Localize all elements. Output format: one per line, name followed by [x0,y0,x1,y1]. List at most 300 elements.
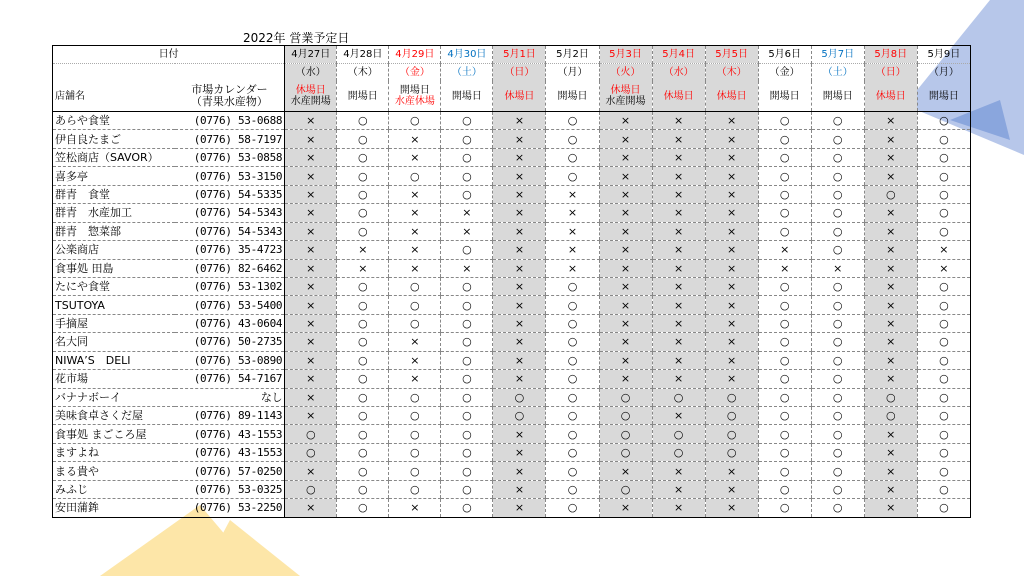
open-mark: × [864,499,917,517]
open-mark: × [546,204,599,222]
open-mark: ○ [917,351,970,369]
open-mark: × [758,259,811,277]
open-mark: ○ [652,388,705,406]
open-mark: ○ [441,148,493,166]
open-mark: ○ [758,480,811,498]
open-mark: × [652,407,705,425]
open-mark: ○ [811,277,864,295]
day-status [758,81,811,112]
open-mark: × [599,314,652,332]
store-phone: (0776) 35-4723 [175,241,285,259]
day-status [546,81,599,112]
open-mark: × [864,462,917,480]
day-date: 5月6日 [758,46,811,64]
store-phone: (0776) 53-1302 [175,277,285,295]
day-status-main: 開場日 [769,90,800,102]
open-mark: ○ [758,388,811,406]
day-status-main: 休場日 [875,90,906,102]
store-name: 安田蒲鉾 [53,499,175,517]
open-mark: ○ [441,480,493,498]
day-date: 5月1日 [493,46,546,64]
store-name: 食事処 田島 [53,259,175,277]
open-mark: ○ [758,351,811,369]
open-mark: ○ [441,333,493,351]
open-mark: ○ [758,443,811,461]
open-mark: ○ [546,462,599,480]
open-mark: × [705,296,758,314]
open-mark: × [864,148,917,166]
open-mark: × [652,277,705,295]
open-mark: × [546,185,599,203]
day-status [917,81,970,112]
open-mark: ○ [441,499,493,517]
day-of-week: （木） [705,64,758,82]
table-row [53,333,971,351]
store-name: まる貴や [53,462,175,480]
store-phone: (0776) 50-2735 [175,333,285,351]
open-mark: ○ [441,314,493,332]
open-mark: ○ [546,370,599,388]
open-mark: ○ [546,167,599,185]
table-row [53,425,971,443]
open-mark: × [652,499,705,517]
open-mark: × [864,167,917,185]
open-mark: × [285,499,337,517]
day-status-sub: 水産開場 [290,96,331,107]
open-mark: ○ [758,204,811,222]
open-mark: ○ [811,499,864,517]
open-mark: ○ [917,333,970,351]
day-status-main: 開場日 [822,90,853,102]
day-status-main: 開場日 [399,85,430,96]
day-date: 5月4日 [652,46,705,64]
day-date: 4月27日 [285,46,337,64]
open-mark: ○ [917,204,970,222]
open-mark: × [389,204,441,222]
table-row [53,499,971,517]
open-mark: ○ [441,241,493,259]
open-mark: × [285,241,337,259]
open-mark: ○ [546,333,599,351]
open-mark: × [493,499,546,517]
open-mark: ○ [917,130,970,148]
day-date: 5月3日 [599,46,652,64]
header-row-status [53,81,971,112]
open-mark: × [705,241,758,259]
open-mark: × [493,370,546,388]
store-phone: (0776) 57-0250 [175,462,285,480]
open-mark: × [493,130,546,148]
open-mark: ○ [811,388,864,406]
open-mark: × [705,370,758,388]
open-mark: × [864,130,917,148]
open-mark: ○ [337,388,389,406]
open-mark: ○ [917,462,970,480]
open-mark: × [864,351,917,369]
open-mark: ○ [917,296,970,314]
open-mark: ○ [811,462,864,480]
open-mark: × [493,148,546,166]
table-row [53,130,971,148]
date-label: 日付 [53,46,285,64]
open-mark: × [389,241,441,259]
open-mark: ○ [337,130,389,148]
store-phone: なし [175,388,285,406]
open-mark: ○ [337,296,389,314]
store-name: 群青 惣菜部 [53,222,175,240]
store-phone: (0776) 53-0688 [175,112,285,130]
open-mark: × [441,222,493,240]
open-mark: ○ [337,277,389,295]
store-name: 美味食卓さくだ屋 [53,407,175,425]
table-row [53,462,971,480]
open-mark: ○ [599,443,652,461]
open-mark: × [705,499,758,517]
open-mark: ○ [493,388,546,406]
open-mark: × [705,130,758,148]
open-mark: × [917,259,970,277]
open-mark: × [493,443,546,461]
open-mark: × [285,407,337,425]
open-mark: ○ [337,425,389,443]
open-mark: × [441,259,493,277]
open-mark: × [599,333,652,351]
open-mark: ○ [441,370,493,388]
open-mark: ○ [337,370,389,388]
open-mark: × [599,204,652,222]
open-mark: × [652,351,705,369]
open-mark: ○ [546,388,599,406]
store-name: 伊自良たまご [53,130,175,148]
open-mark: × [917,241,970,259]
day-date: 5月9日 [917,46,970,64]
open-mark: ○ [389,112,441,130]
open-mark: ○ [705,407,758,425]
open-mark: × [758,241,811,259]
open-mark: ○ [758,222,811,240]
open-mark: ○ [285,425,337,443]
open-mark: × [389,185,441,203]
open-mark: ○ [758,333,811,351]
open-mark: ○ [758,277,811,295]
open-mark: × [705,167,758,185]
table-row [53,277,971,295]
table-row [53,112,971,130]
open-mark: × [864,333,917,351]
schedule-table [52,45,971,518]
open-mark: × [864,425,917,443]
store-name: 喜多亭 [53,167,175,185]
day-status [493,81,546,112]
store-phone: (0776) 53-2250 [175,499,285,517]
calendar-label [175,81,285,112]
table-row [53,370,971,388]
store-name: 食事処 まごころ屋 [53,425,175,443]
open-mark: × [599,277,652,295]
open-mark: ○ [441,407,493,425]
open-mark: ○ [811,314,864,332]
open-mark: ○ [758,130,811,148]
open-mark: ○ [652,425,705,443]
open-mark: × [285,204,337,222]
open-mark: ○ [337,314,389,332]
header-row-dow [53,64,971,82]
store-name: たにや食堂 [53,277,175,295]
open-mark: ○ [917,148,970,166]
open-mark: ○ [285,480,337,498]
open-mark: ○ [599,480,652,498]
open-mark: ○ [337,462,389,480]
open-mark: × [389,370,441,388]
open-mark: × [599,241,652,259]
day-status-main: 休場日 [504,90,535,102]
open-mark: ○ [389,480,441,498]
store-name: 公楽商店 [53,241,175,259]
open-mark: ○ [811,112,864,130]
open-mark: ○ [441,425,493,443]
day-date: 4月29日 [389,46,441,64]
open-mark: × [546,222,599,240]
open-mark: × [864,204,917,222]
page-title: 2022年 営業予定日 [243,31,350,45]
open-mark: × [705,148,758,166]
day-of-week: （土） [441,64,493,82]
open-mark: × [285,333,337,351]
open-mark: × [493,425,546,443]
day-of-week: （月） [917,64,970,82]
open-mark: × [705,462,758,480]
open-mark: ○ [599,425,652,443]
open-mark: × [285,388,337,406]
open-mark: ○ [546,407,599,425]
open-mark: ○ [811,185,864,203]
open-mark: × [652,204,705,222]
open-mark: × [705,333,758,351]
open-mark: ○ [758,148,811,166]
open-mark: ○ [917,443,970,461]
open-mark: × [652,333,705,351]
store-name: 群青 食堂 [53,185,175,203]
day-status [811,81,864,112]
open-mark: × [599,222,652,240]
day-date: 5月8日 [864,46,917,64]
day-status [652,81,705,112]
open-mark: × [599,296,652,314]
open-mark: ○ [441,167,493,185]
open-mark: ○ [864,407,917,425]
day-of-week: （金） [758,64,811,82]
open-mark: × [705,185,758,203]
open-mark: × [864,259,917,277]
open-mark: ○ [546,443,599,461]
open-mark: × [493,204,546,222]
open-mark: × [705,480,758,498]
open-mark: × [652,462,705,480]
open-mark: ○ [441,351,493,369]
open-mark: × [652,296,705,314]
store-phone: (0776) 54-5335 [175,185,285,203]
day-status [285,81,337,112]
day-of-week: （日） [864,64,917,82]
store-phone: (0776) 54-7167 [175,370,285,388]
open-mark: × [599,167,652,185]
store-name: NIWA’S DELI [53,351,175,369]
open-mark: ○ [917,185,970,203]
open-mark: ○ [758,462,811,480]
open-mark: × [285,130,337,148]
open-mark: × [337,259,389,277]
open-mark: × [864,241,917,259]
day-of-week: （月） [546,64,599,82]
day-status [705,81,758,112]
table-row [53,204,971,222]
day-date: 5月5日 [705,46,758,64]
store-phone: (0776) 89-1143 [175,407,285,425]
open-mark: ○ [811,351,864,369]
open-mark: ○ [758,296,811,314]
open-mark: ○ [389,462,441,480]
calendar-label-main: 市場カレンダー [191,83,268,96]
open-mark: ○ [337,499,389,517]
store-phone: (0776) 54-5343 [175,222,285,240]
day-date: 5月7日 [811,46,864,64]
open-mark: ○ [389,296,441,314]
open-mark: × [652,222,705,240]
open-mark: × [285,167,337,185]
table-row [53,259,971,277]
table-row [53,148,971,166]
day-status [337,81,389,112]
store-phone: (0776) 53-5400 [175,296,285,314]
table-row [53,351,971,369]
open-mark: ○ [811,333,864,351]
open-mark: ○ [811,167,864,185]
open-mark: ○ [705,443,758,461]
open-mark: × [599,351,652,369]
calendar-label-sub: （青果水産物） [190,95,268,108]
store-name: TSUTOYA [53,296,175,314]
open-mark: × [285,277,337,295]
open-mark: × [864,296,917,314]
open-mark: × [599,462,652,480]
open-mark: ○ [493,407,546,425]
open-mark: ○ [389,443,441,461]
table-row [53,388,971,406]
open-mark: × [652,112,705,130]
day-status [441,81,493,112]
open-mark: ○ [337,407,389,425]
open-mark: ○ [917,407,970,425]
open-mark: × [389,259,441,277]
open-mark: × [652,185,705,203]
open-mark: ○ [337,167,389,185]
store-phone: (0776) 82-6462 [175,259,285,277]
open-mark: × [285,314,337,332]
open-mark: × [652,130,705,148]
open-mark: ○ [389,167,441,185]
open-mark: ○ [917,480,970,498]
store-name: 群青 水産加工 [53,204,175,222]
day-of-week: （金） [389,64,441,82]
day-date: 5月2日 [546,46,599,64]
day-status-main: 休場日 [610,85,641,96]
open-mark: ○ [337,148,389,166]
open-mark: × [705,222,758,240]
open-mark: × [705,259,758,277]
open-mark: × [864,480,917,498]
open-mark: × [599,370,652,388]
table-row [53,407,971,425]
open-mark: ○ [758,112,811,130]
store-name: 笠松商店（SAVOR） [53,148,175,166]
date-label-spacer [53,64,285,82]
open-mark: × [811,259,864,277]
open-mark: ○ [389,407,441,425]
store-phone: (0776) 53-0325 [175,480,285,498]
open-mark: ○ [599,407,652,425]
open-mark: × [864,112,917,130]
open-mark: × [493,333,546,351]
open-mark: × [652,259,705,277]
open-mark: × [493,480,546,498]
open-mark: × [864,443,917,461]
open-mark: × [493,296,546,314]
open-mark: × [652,370,705,388]
open-mark: ○ [546,148,599,166]
open-mark: ○ [441,185,493,203]
open-mark: ○ [864,388,917,406]
open-mark: ○ [546,351,599,369]
open-mark: × [652,314,705,332]
open-mark: × [652,480,705,498]
table-row [53,314,971,332]
open-mark: ○ [546,296,599,314]
open-mark: × [285,462,337,480]
table-row [53,480,971,498]
open-mark: × [599,148,652,166]
open-mark: × [337,241,389,259]
open-mark: ○ [811,130,864,148]
open-mark: ○ [917,222,970,240]
open-mark: × [389,499,441,517]
open-mark: ○ [917,370,970,388]
open-mark: ○ [758,314,811,332]
open-mark: ○ [546,499,599,517]
store-name: ますよね [53,443,175,461]
open-mark: ○ [337,112,389,130]
open-mark: ○ [917,314,970,332]
open-mark: ○ [811,370,864,388]
open-mark: × [285,259,337,277]
day-status-main: 休場日 [716,90,747,102]
open-mark: ○ [758,425,811,443]
open-mark: × [652,148,705,166]
open-mark: × [546,241,599,259]
store-phone: (0776) 53-3150 [175,167,285,185]
open-mark: × [652,241,705,259]
day-status-main: 休場日 [663,90,694,102]
store-name: みふじ [53,480,175,498]
open-mark: × [285,351,337,369]
open-mark: ○ [917,388,970,406]
store-label: 店舗名 [53,81,175,112]
day-status [599,81,652,112]
open-mark: ○ [917,167,970,185]
open-mark: × [546,259,599,277]
open-mark: ○ [758,407,811,425]
store-phone: (0776) 53-0890 [175,351,285,369]
open-mark: ○ [337,443,389,461]
